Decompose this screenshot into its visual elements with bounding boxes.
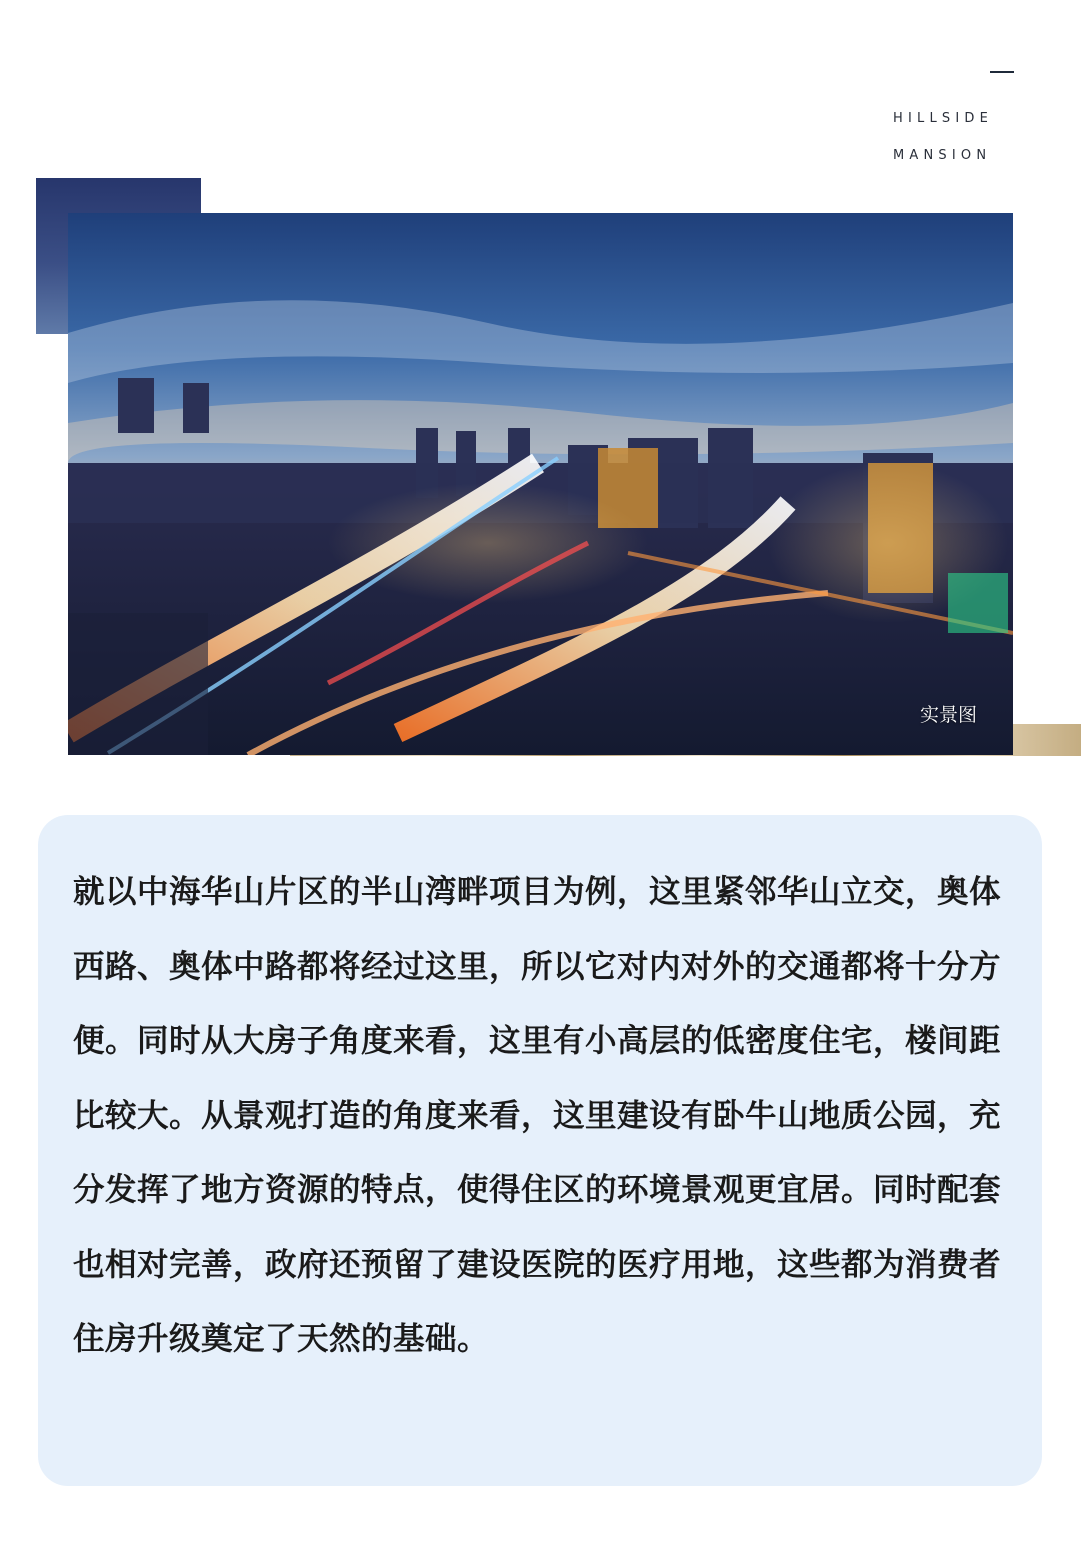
brand-line-1: HILLSIDE bbox=[893, 111, 994, 126]
photo-caption: 实景图 bbox=[919, 704, 977, 726]
brand-dash bbox=[990, 71, 1014, 73]
body-paragraph: 就以中海华山片区的半山湾畔项目为例，这里紧邻华山立交，奥体西路、奥体中路都将经过这里，所以它对内对外的交通都将十分方便。同时从大房子角度来看，这里有小高层的低密度住宅，楼间距比较大。从景观打造的角度来看，这里建设有卧牛山地质公园，充分发挥了地方资源的特点，使得住区的环境景观更宜居。同时配套也相对完善，政府还预留了建设医院的医疗用地，这些都为消费者住房升级奠定了天然的基础。 bbox=[73, 874, 1002, 1357]
text-card bbox=[38, 815, 1042, 1486]
brand-line-2: MANSION bbox=[893, 148, 992, 163]
city-night-photo bbox=[68, 213, 1013, 755]
